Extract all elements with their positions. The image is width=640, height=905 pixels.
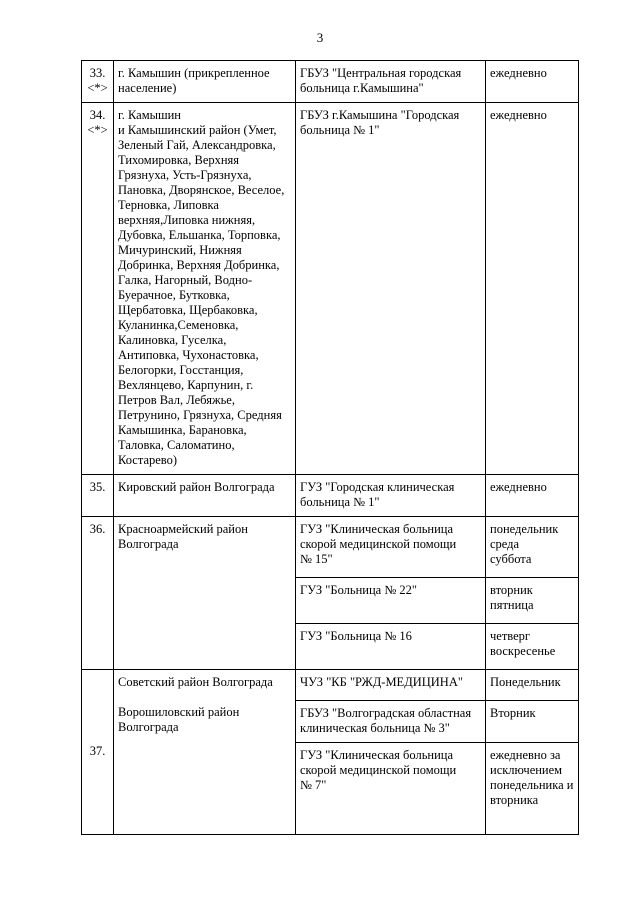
table-row [82, 517, 579, 578]
area-text: и Камышинский район (Умет, [118, 123, 277, 137]
hospital-cell [296, 743, 486, 835]
area-text: Щербатовка, Щербаковка, [118, 303, 258, 317]
hospital-text: ГУЗ "Больница № 16 [300, 629, 412, 643]
area-text [118, 690, 291, 705]
area-cell [114, 475, 296, 517]
hospital-text: больница № 1" [300, 123, 380, 137]
area-text: Белогорки, Госстанция, [118, 363, 244, 377]
row-number: 37. [89, 744, 106, 758]
hospital-text: скорой медицинской помощи [300, 537, 457, 551]
schedule-text: ежедневно [490, 480, 547, 494]
area-text: Петров Вал, Лебяжье, [118, 393, 235, 407]
area-text: Ворошиловский район [118, 705, 240, 719]
area-text: Дубовка, Ельшанка, Торповка, [118, 228, 281, 242]
area-text: Куланинка,Семеновка, [118, 318, 239, 332]
row-number-cell [82, 670, 114, 835]
schedule-text: среда [490, 537, 520, 551]
schedule-text: понедельника и [490, 778, 574, 792]
area-text: Советский район Волгограда [118, 675, 273, 689]
schedule-text: вторника [490, 793, 539, 807]
row-number: 36. [89, 522, 106, 536]
row-number: 34. [89, 108, 106, 122]
hospital-cell [296, 517, 486, 578]
row-number-cell [82, 517, 114, 670]
area-text: Антиповка, Чухонастовка, [118, 348, 259, 362]
schedule-text: четверг [490, 629, 531, 643]
hospital-cell [296, 578, 486, 624]
schedule-cell [486, 670, 579, 701]
row-number: 35. [89, 480, 106, 494]
schedule-text: пятница [490, 598, 534, 612]
schedule-cell [486, 743, 579, 835]
area-text: Тихомировка, Верхняя [118, 153, 240, 167]
schedule-cell [486, 103, 579, 475]
area-text: Галка, Нагорный, Водно- [118, 273, 253, 287]
area-text: г. Камышин (прикрепленное [118, 66, 270, 80]
row-number-cell [82, 61, 114, 103]
hospital-assignment-table [81, 60, 579, 835]
area-cell [114, 670, 296, 835]
area-text: Терновка, Липовка [118, 198, 219, 212]
area-text: Волгограда [118, 720, 179, 734]
row-number: <*> [87, 81, 108, 95]
area-text: Таловка, Саломатино, [118, 438, 235, 452]
area-text: Грязнуха, Усть-Грязнуха, [118, 168, 252, 182]
row-number: 33. [89, 66, 106, 80]
table-row [82, 670, 579, 701]
hospital-text: № 15" [300, 552, 333, 566]
area-text: Мичуринский, Нижняя [118, 243, 242, 257]
row-number-cell [82, 475, 114, 517]
area-text: Костарево) [118, 453, 178, 467]
schedule-cell [486, 517, 579, 578]
area-text: население) [118, 81, 177, 95]
area-cell [114, 61, 296, 103]
table-row [82, 61, 579, 103]
schedule-text: Вторник [490, 706, 536, 720]
schedule-text: ежедневно за [490, 748, 561, 762]
hospital-text: ГБУЗ г.Камышина "Городская [300, 108, 460, 122]
hospital-text: ЧУЗ "КБ "РЖД-МЕДИЦИНА" [300, 675, 463, 689]
hospital-text: № 7" [300, 778, 327, 792]
area-text: г. Камышин [118, 108, 182, 122]
schedule-text: ежедневно [490, 66, 547, 80]
hospital-text: ГУЗ "Больница № 22" [300, 583, 417, 597]
hospital-text: ГБУЗ "Волгоградская областная [300, 706, 472, 720]
area-text: Красноармейский район [118, 522, 248, 536]
hospital-text: ГУЗ "Клиническая больница [300, 522, 454, 536]
area-text: Вехлянцево, Карпунин, г. [118, 378, 254, 392]
hospital-cell [296, 670, 486, 701]
hospital-text: больница г.Камышина" [300, 81, 424, 95]
schedule-text: вторник [490, 583, 533, 597]
hospital-text: ГУЗ "Городская клиническая [300, 480, 455, 494]
schedule-cell [486, 624, 579, 670]
hospital-cell [296, 61, 486, 103]
area-text: Зеленый Гай, Александровка, [118, 138, 276, 152]
area-text: Кировский район Волгограда [118, 480, 275, 494]
area-cell [114, 103, 296, 475]
hospital-text: клиническая больница № 3" [300, 721, 450, 735]
schedule-text: воскресенье [490, 644, 556, 658]
area-text: Камышинка, Барановка, [118, 423, 247, 437]
schedule-text: исключением [490, 763, 563, 777]
area-text: Добринка, Верхняя Добринка, [118, 258, 280, 272]
area-text: Волгограда [118, 537, 179, 551]
area-text: Буерачное, Бутковка, [118, 288, 230, 302]
schedule-text: суббота [490, 552, 532, 566]
hospital-cell [296, 475, 486, 517]
schedule-text: Понедельник [490, 675, 561, 689]
schedule-cell [486, 578, 579, 624]
hospital-cell [296, 701, 486, 743]
row-number: <*> [87, 123, 108, 137]
hospital-text: ГУЗ "Клиническая больница [300, 748, 454, 762]
hospital-text: скорой медицинской помощи [300, 763, 457, 777]
schedule-text: понедельник [490, 522, 559, 536]
area-cell [114, 517, 296, 670]
area-text: Калиновка, Гуселка, [118, 333, 227, 347]
schedule-cell [486, 475, 579, 517]
hospital-text: ГБУЗ "Центральная городская [300, 66, 462, 80]
hospital-text: больница № 1" [300, 495, 380, 509]
table-row [82, 103, 579, 475]
area-text: верхняя,Липовка нижняя, [118, 213, 256, 227]
page-number: 3 [316, 30, 324, 45]
schedule-cell [486, 701, 579, 743]
area-text: Пановка, Дворянское, Веселое, [118, 183, 285, 197]
hospital-cell [296, 624, 486, 670]
row-number-cell [82, 103, 114, 475]
table-body [82, 61, 579, 835]
hospital-cell [296, 103, 486, 475]
area-text: Петрунино, Грязнуха, Средняя [118, 408, 282, 422]
schedule-text: ежедневно [490, 108, 547, 122]
schedule-cell [486, 61, 579, 103]
table-row [82, 475, 579, 517]
